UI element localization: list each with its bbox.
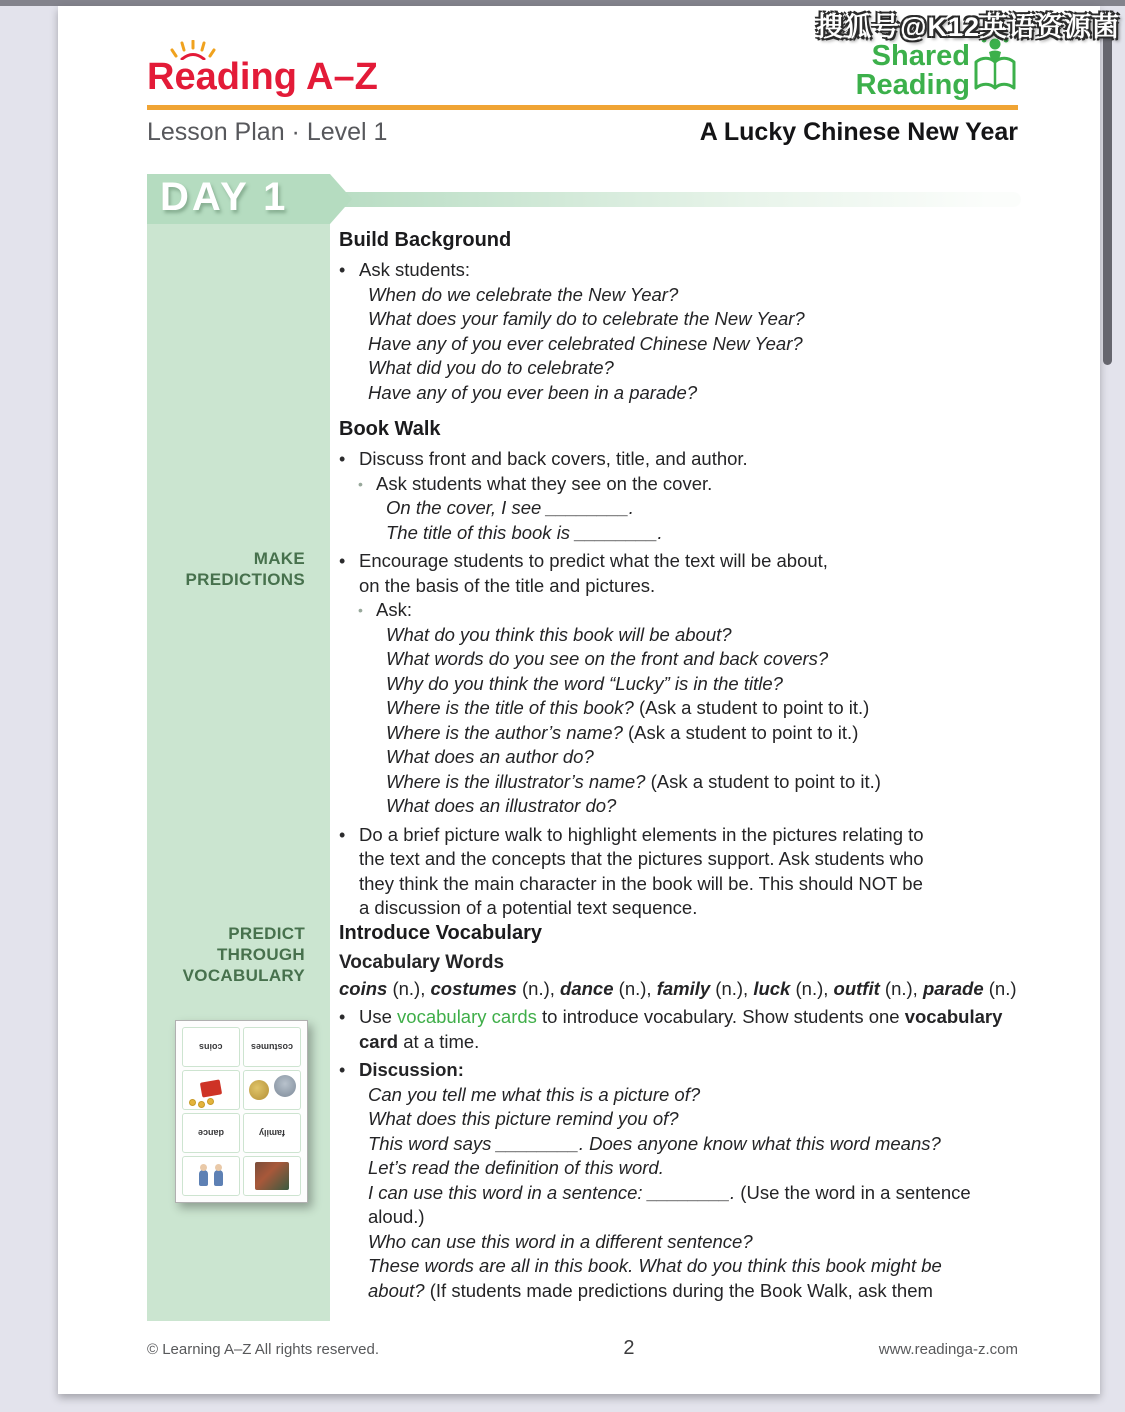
- question-line: Where is the title of this book? (Ask a student to point to it.): [386, 697, 870, 718]
- discussion-line: Who can use this word in a different sentence?: [368, 1230, 753, 1252]
- header-divider-rule: [147, 105, 1018, 110]
- section-build-background: [339, 228, 1023, 405]
- bullet-discussion: • Discussion:: [339, 1058, 1023, 1083]
- discussion-line: This word says ________. Does anyone know what this word means?: [368, 1132, 941, 1154]
- section-book-walk: [339, 417, 1023, 921]
- bullet-icon: •: [339, 1060, 346, 1080]
- question-line: When do we celebrate the New Year?: [368, 283, 679, 305]
- sub-bullet-icon: •: [358, 602, 363, 618]
- day-banner-bar: [345, 192, 1021, 207]
- question-line: Where is the author’s name? (Ask a student to point to it.): [386, 721, 859, 743]
- section-title: Book Walk: [339, 418, 441, 440]
- section-title: Build Background: [339, 229, 512, 251]
- bullet-use-vocabulary-cards: • Use vocabulary cards to introduce vocabulary. Show students one vocabulary card at a time.: [339, 1006, 1003, 1052]
- day-1-tab: [147, 174, 330, 224]
- document-page: [58, 6, 1100, 1394]
- discussion-line: What does this picture remind you of?: [368, 1108, 679, 1129]
- vocab-card-word-coins: coins: [182, 1027, 240, 1067]
- question-line: What does an author do?: [386, 746, 594, 767]
- question-line: What does your family do to celebrate the New Year?: [368, 308, 805, 329]
- vocab-card-picture-coins: [182, 1070, 240, 1110]
- subheader-row: [147, 118, 1018, 147]
- sidebar-label-predict-through-vocabulary: PREDICT THROUGH VOCABULARY: [182, 924, 305, 985]
- question-line: What did you do to celebrate?: [368, 357, 614, 378]
- bullet-icon: •: [339, 260, 346, 280]
- scrollbar-thumb[interactable]: [1103, 33, 1112, 365]
- page-footer: [147, 1337, 1018, 1360]
- day-1-label: DAY 1: [160, 175, 289, 219]
- vocab-card-picture-family: [243, 1156, 301, 1196]
- red-envelope-art: [200, 1079, 222, 1097]
- shared-logo-line1: Shared: [871, 40, 970, 72]
- vocab-card-word-family: family: [243, 1113, 301, 1153]
- question-line: What do you think this book will be about?: [386, 623, 732, 645]
- prompt-line: On the cover, I see ________.: [386, 497, 634, 518]
- bullet-ask-students: • Ask students:: [339, 258, 1023, 283]
- section-title: Introduce Vocabulary: [339, 922, 543, 944]
- vocabulary-words-subtitle: Vocabulary Words: [339, 952, 505, 973]
- shared-logo-line2: Reading: [855, 69, 970, 101]
- discussion-line: Let’s read the definition of this word.: [368, 1157, 664, 1178]
- vocab-card-word-costumes: costumes: [243, 1027, 301, 1067]
- watermark: 搜狐号@K12英语资源菌: [816, 12, 1120, 42]
- copyright-text: © Learning A–Z All rights reserved.: [147, 1341, 380, 1358]
- bullet-icon: •: [339, 824, 346, 845]
- build-background-questions: [368, 283, 1023, 406]
- bullet-discuss-covers: • Discuss front and back covers, title, and author.: [339, 447, 1023, 472]
- sub-bullet-ask: • Ask:: [358, 598, 1023, 623]
- discussion-line: Can you tell me what this is a picture of?: [368, 1083, 701, 1105]
- bullet-picture-walk: • Do a brief picture walk to highlight elements in the pictures relating to the text and the concepts that the pictures support. Ask students who they think the main character in the book will be. This should NOT be a discussion of a potential text sequence.: [339, 823, 924, 918]
- section-introduce-vocabulary: [339, 921, 1023, 1303]
- page-number: 2: [623, 1337, 635, 1359]
- discussion-line: aloud.): [368, 1206, 425, 1227]
- family-photo-art: [255, 1162, 289, 1190]
- question-line: Where is the illustrator’s name? (Ask a student to point to it.): [386, 770, 881, 792]
- prompt-line: The title of this book is ________.: [386, 521, 663, 543]
- vocab-card-picture-dance: [182, 1156, 240, 1196]
- website-url: www.readinga-z.com: [878, 1341, 1018, 1358]
- bullet-encourage-predict: • Encourage students to predict what the text will be about, on the basis of the title and pictures.: [339, 550, 828, 596]
- sidebar-label-make-predictions: MAKE PREDICTIONS: [185, 549, 305, 589]
- bullet-icon: •: [339, 449, 346, 469]
- discussion-line: about? (If students made predictions during the Book Walk, ask them: [368, 1279, 933, 1301]
- shared-reading-logo: [822, 42, 1018, 101]
- question-line: What words do you see on the front and back covers?: [386, 648, 829, 669]
- ask-question-list: [386, 623, 1023, 819]
- vocab-card-picture-costumes: [243, 1070, 301, 1110]
- vocabulary-cards-link[interactable]: vocabulary cards: [397, 1006, 537, 1027]
- cover-prompts: [386, 496, 1023, 545]
- bullet-icon: •: [339, 551, 346, 571]
- vocabulary-word-list: coins (n.), costumes (n.), dance (n.), family (n.), luck (n.), outfit (n.), parade (n.): [339, 977, 1017, 999]
- question-line: Have any of you ever been in a parade?: [368, 381, 698, 403]
- discussion-line: I can use this word in a sentence: ________. (Use the word in a sentence: [368, 1181, 971, 1203]
- discussion-question-list: [368, 1083, 1023, 1304]
- open-book-reader-icon: [972, 34, 1018, 101]
- question-line: What does an illustrator do?: [386, 795, 617, 816]
- reading-az-logo: Reading A–Z: [147, 56, 378, 98]
- vocabulary-cards-thumbnail: [175, 1020, 308, 1203]
- vocab-card-word-dance: dance: [182, 1113, 240, 1153]
- question-line: Have any of you ever celebrated Chinese New Year?: [368, 332, 803, 354]
- lesson-plan-level: Lesson Plan · Level 1: [147, 118, 388, 146]
- sub-bullet-icon: •: [358, 475, 363, 492]
- question-line: Why do you think the word “Lucky” is in the title?: [386, 672, 783, 694]
- sub-bullet-ask-cover: • Ask students what they see on the cover.: [358, 472, 1023, 497]
- book-title: A Lucky Chinese New Year: [699, 118, 1018, 146]
- discussion-line: These words are all in this book. What do you think this book might be: [368, 1255, 942, 1276]
- bullet-icon: •: [339, 1007, 346, 1027]
